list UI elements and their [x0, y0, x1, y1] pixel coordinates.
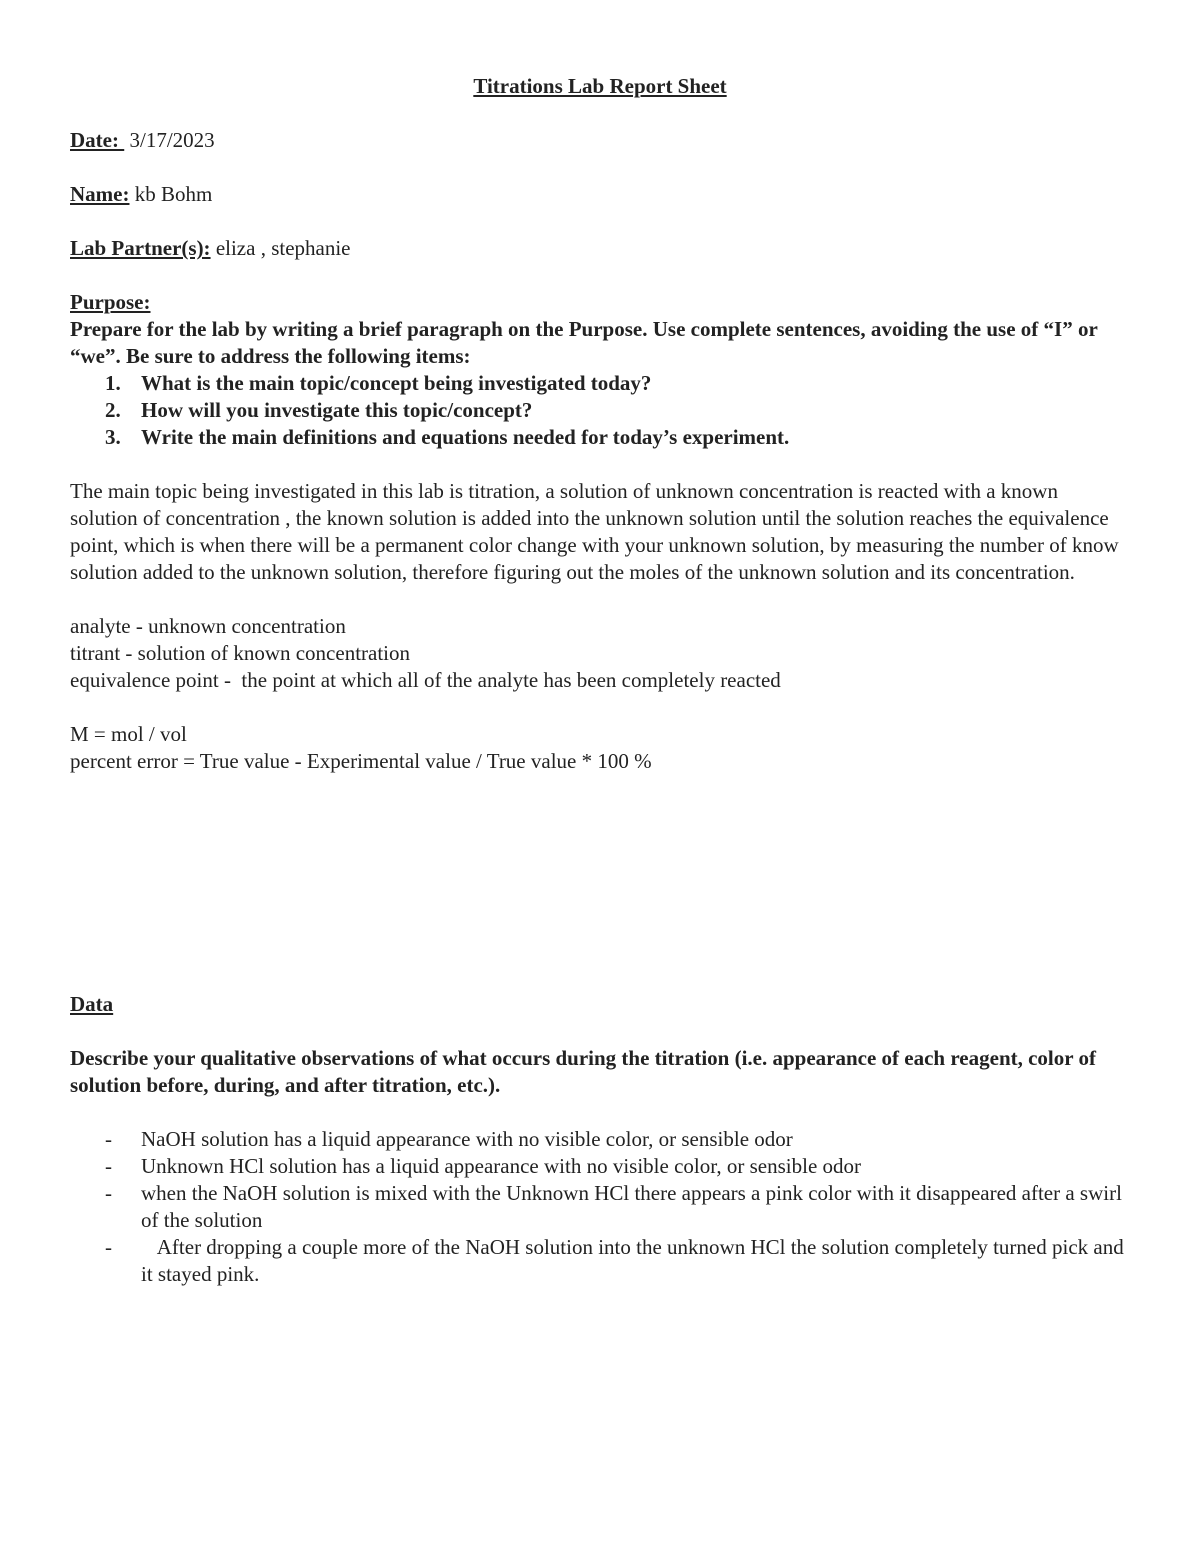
equation-line: percent error = True value - Experimental value / True value * 100 %: [70, 749, 652, 773]
dash-bullet: -: [105, 1154, 112, 1178]
observation-item: [70, 1126, 1130, 1153]
data-heading: Data: [70, 992, 114, 1016]
partners-value: eliza , stephanie: [210, 236, 351, 260]
equations-block: [70, 721, 1130, 775]
purpose-paragraph: The main topic being investigated in this lab is titration, a solution of unknown concentration is reacted with a known solution of concentration , the known solution is added into the unknown solution until the solution reaches the equivalence point, which is when there will be a permanent color change with your unknown solution, by measuring the number of know solution added to the unknown solution, therefore figuring out the moles of the unknown solution and its concentration.: [70, 479, 1119, 584]
purpose-question-list: [70, 370, 1130, 451]
dash-bullet: -: [105, 1235, 112, 1259]
date-value: 3/17/2023: [124, 128, 215, 152]
observation-text: Unknown HCl solution has a liquid appearance with no visible color, or sensible odor: [141, 1154, 862, 1178]
observation-item: [70, 1153, 1130, 1180]
observation-text: when the NaOH solution is mixed with the Unknown HCl there appears a pink color with it disappeared after a swirl of the solution: [141, 1181, 1122, 1232]
purpose-question: [70, 370, 1130, 397]
observation-item: [70, 1180, 1130, 1234]
partners-label: Lab Partner(s):: [70, 236, 211, 260]
equation-line: M = mol / vol: [70, 722, 187, 746]
observation-text: NaOH solution has a liquid appearance with no visible color, or sensible odor: [141, 1127, 793, 1151]
name-value: kb Bohm: [129, 182, 213, 206]
question-number: 1.: [105, 371, 121, 395]
definition-line: analyte - unknown concentration: [70, 614, 346, 638]
question-number: 2.: [105, 398, 121, 422]
dash-bullet: -: [105, 1181, 112, 1205]
definition-line: equivalence point - the point at which all of the analyte has been completely reacted: [70, 668, 781, 692]
purpose-question: [70, 397, 1130, 424]
question-text: How will you investigate this topic/concept?: [141, 398, 533, 422]
document-title: Titrations Lab Report Sheet: [473, 74, 727, 98]
definition-line: titrant - solution of known concentration: [70, 641, 411, 665]
question-text: Write the main definitions and equations needed for today’s experiment.: [141, 425, 790, 449]
document-page: [70, 73, 1130, 1288]
observation-item: [70, 1234, 1130, 1288]
date-field: [70, 127, 1130, 154]
data-instructions: Describe your qualitative observations of what occurs during the titration (i.e. appearance of each reagent, color of solution before, during, and after titration, etc.).: [70, 1046, 1096, 1097]
partners-field: [70, 235, 1130, 262]
observation-text: After dropping a couple more of the NaOH solution into the unknown HCl the solution completely turned pick and it stayed pink.: [141, 1235, 1129, 1286]
date-label: Date:: [70, 128, 125, 152]
purpose-heading: Purpose:: [70, 290, 151, 314]
dash-bullet: -: [105, 1127, 112, 1151]
name-field: [70, 181, 1130, 208]
question-number: 3.: [105, 425, 121, 449]
purpose-question: [70, 424, 1130, 451]
question-text: What is the main topic/concept being investigated today?: [141, 371, 652, 395]
name-label: Name:: [70, 182, 130, 206]
definitions-block: [70, 613, 1130, 694]
observations-list: [70, 1126, 1130, 1288]
purpose-instructions: Prepare for the lab by writing a brief paragraph on the Purpose. Use complete sentences, avoiding the use of “I” or “we”. Be sure to address the following items:: [70, 317, 1098, 368]
